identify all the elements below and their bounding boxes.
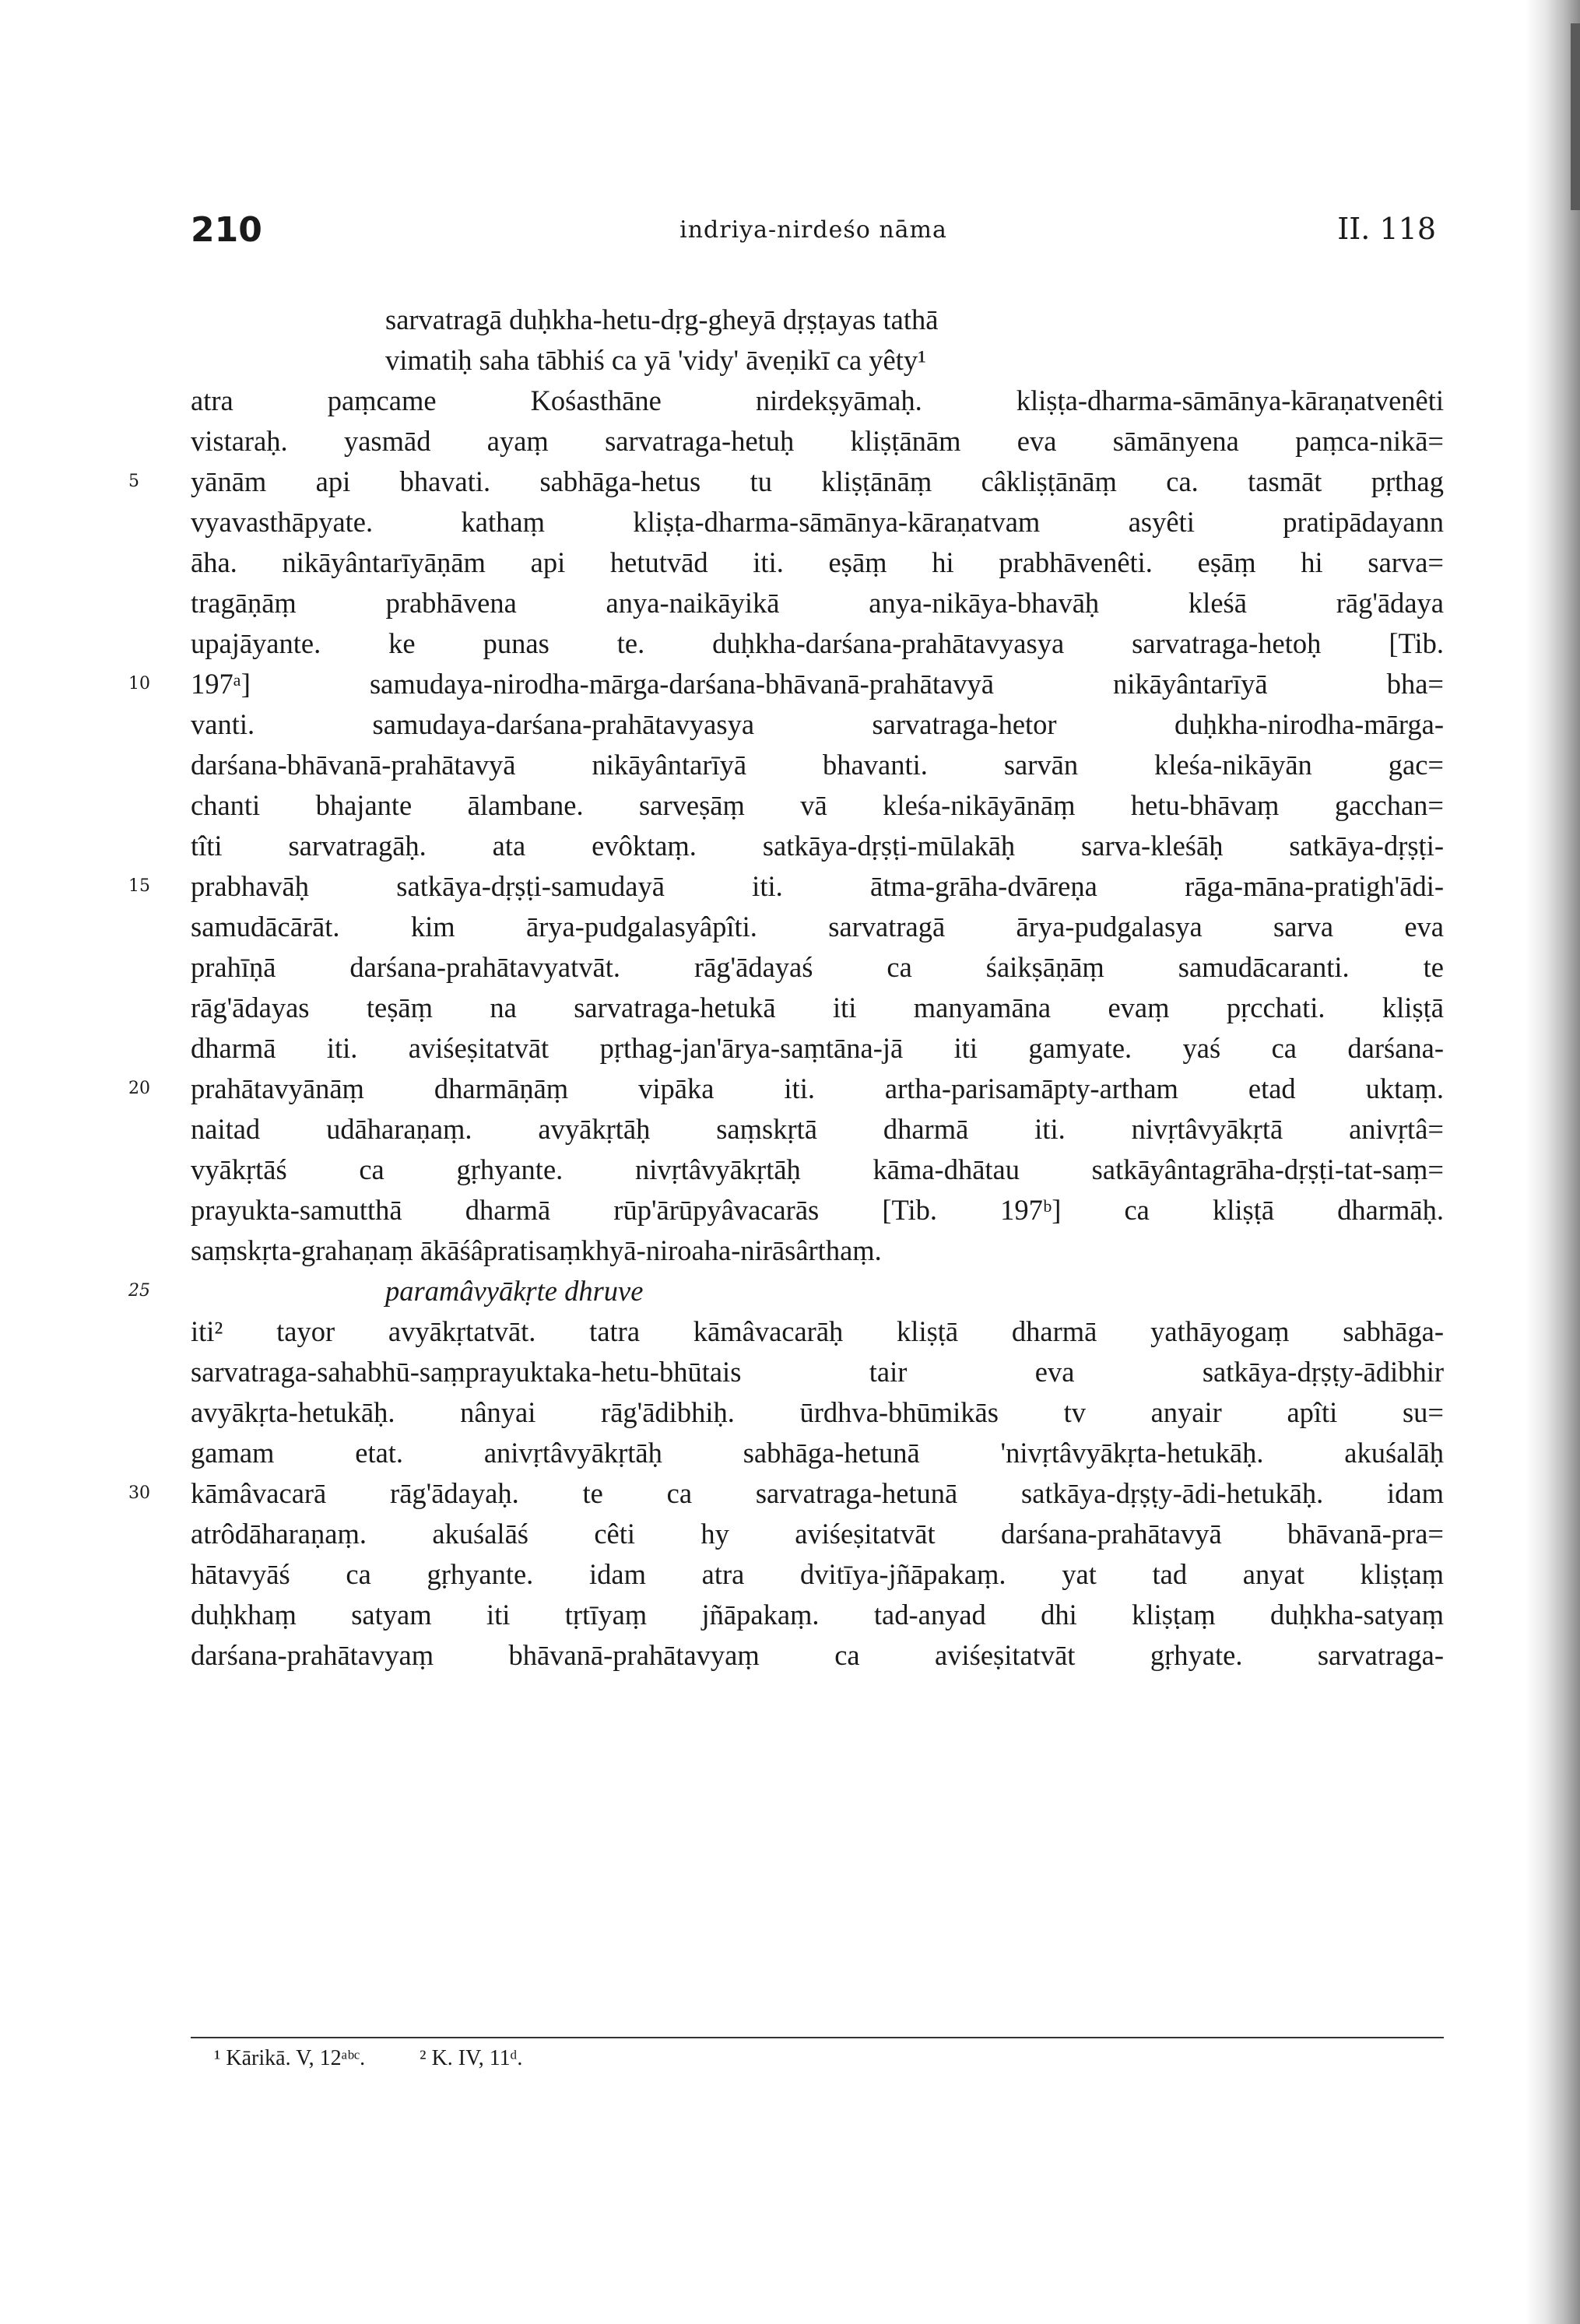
text-line — [191, 907, 1444, 947]
line-number: 25 — [128, 1281, 150, 1301]
line-text: darśana-prahātavyaṃ bhāvanā-prahātavyaṃ ca aviśeṣitatvāt gṛhyate. sarvatraga- — [191, 1639, 1444, 1671]
footnote: ¹ Kārikā. V, 12ᵃᵇᶜ. — [214, 2046, 366, 2070]
footnotes — [191, 2037, 1444, 2071]
main-text — [128, 300, 1444, 1676]
line-number: 30 — [128, 1483, 150, 1503]
line-text: vanti. samudaya-darśana-prahātavyasya sarvatraga-hetor duḥkha-nirodha-mārga- — [191, 708, 1444, 740]
text-line — [191, 988, 1444, 1028]
line-text: iti² tayor avyākṛtatvāt. tatra kāmâvacarāḥ kliṣṭā dharmā yathāyogaṃ sabhāga- — [191, 1315, 1444, 1347]
text-line — [191, 300, 1444, 340]
text-line — [191, 1554, 1444, 1595]
text-line — [191, 421, 1444, 462]
section-reference: II. 118 — [1337, 212, 1436, 246]
line-text: gamam etat. anivṛtâvyākṛtāḥ sabhāga-hetunā 'nivṛtâvyākṛta-hetukāḥ. akuśalāḥ — [191, 1437, 1444, 1469]
line-text: hātavyāś ca gṛhyante. idam atra dvitīya-jñāpakaṃ. yat tad anyat kliṣṭaṃ — [191, 1558, 1444, 1590]
line-text: atrôdāharaṇaṃ. akuśalāś cêti hy aviśeṣitatvāt darśana-prahātavyā bhāvanā-pra= — [191, 1518, 1444, 1550]
line-text: atra paṃcame Kośasthāne nirdekṣyāmaḥ. kliṣṭa-dharma-sāmānya-kāraṇatvenêti — [191, 384, 1444, 416]
line-text: sarvatraga-sahabhū-saṃprayuktaka-hetu-bhūtais tair eva satkāya-dṛṣṭy-ādibhir — [191, 1356, 1444, 1388]
text-line — [191, 542, 1444, 583]
text-line — [191, 1433, 1444, 1473]
running-title: indriya-nirdeśo nāma — [679, 216, 947, 244]
line-text: tîti sarvatragāḥ. ata evôktaṃ. satkāya-dṛṣṭi-mūlakāḥ sarva-kleśāḥ satkāya-dṛṣṭi- — [191, 830, 1444, 862]
text-line — [128, 866, 1444, 907]
line-number: 15 — [128, 876, 150, 896]
text-line — [128, 462, 1444, 502]
text-line — [191, 785, 1444, 826]
text-line — [191, 1230, 1444, 1271]
text-line — [191, 1190, 1444, 1230]
line-text: vyākṛtāś ca gṛhyante. nivṛtâvyākṛtāḥ kāma-dhātau satkāyântagrāha-dṛṣṭi-tat-saṃ= — [191, 1153, 1444, 1185]
text-line — [191, 340, 1444, 381]
text-line — [191, 1028, 1444, 1069]
text-line — [191, 704, 1444, 745]
text-line — [191, 583, 1444, 623]
text-line — [191, 1150, 1444, 1190]
text-line — [191, 1311, 1444, 1352]
text-line — [191, 1109, 1444, 1150]
line-number: 10 — [128, 674, 150, 693]
line-text: samudācārāt. kim ārya-pudgalasyâpîti. sarvatragā ārya-pudgalasya sarva eva — [191, 911, 1444, 943]
line-text: upajāyante. ke punas te. duḥkha-darśana-prahātavyasya sarvatraga-hetoḥ [Tib. — [191, 627, 1444, 659]
text-line — [191, 502, 1444, 542]
line-number: 5 — [128, 472, 139, 491]
page-header — [191, 210, 1436, 257]
text-line — [191, 947, 1444, 988]
text-line — [128, 664, 1444, 704]
line-text: vimatiḥ saha tābhiś ca yā 'vidy' āveṇikī ca yêty¹ — [385, 344, 927, 376]
line-text: naitad udāharaṇaṃ. avyākṛtāḥ saṃskṛtā dharmā iti. nivṛtâvyākṛtā anivṛtâ= — [191, 1113, 1444, 1145]
text-line — [191, 1392, 1444, 1433]
text-line — [191, 745, 1444, 785]
line-text: sarvatragā duḥkha-hetu-dṛg-gheyā dṛṣṭayas tathā — [385, 304, 939, 335]
line-text: saṃskṛta-grahaṇaṃ ākāśâpratisaṃkhyā-niroaha-nirāsârthaṃ. — [191, 1234, 882, 1266]
line-text: prahīṇā darśana-prahātavyatvāt. rāg'ādayaś ca śaikṣāṇāṃ samudācaranti. te — [191, 951, 1444, 983]
text-line — [191, 623, 1444, 664]
line-text: vyavasthāpyate. kathaṃ kliṣṭa-dharma-sāmānya-kāraṇatvam asyêti pratipādayann — [191, 506, 1444, 538]
line-text: paramâvyākṛte dhruve — [385, 1275, 644, 1307]
line-text: rāg'ādayas teṣāṃ na sarvatraga-hetukā iti manyamāna evaṃ pṛcchati. kliṣṭā — [191, 992, 1444, 1023]
text-line — [191, 1595, 1444, 1635]
line-number: 20 — [128, 1079, 150, 1098]
line-text: vistaraḥ. yasmād ayaṃ sarvatraga-hetuḥ kliṣṭānām eva sāmānyena paṃca-nikā= — [191, 425, 1444, 457]
page-number: 210 — [191, 210, 262, 250]
text-line — [128, 1271, 1444, 1311]
line-text: duḥkhaṃ satyam iti tṛtīyaṃ jñāpakaṃ. tad-anyad dhi kliṣṭaṃ duḥkha-satyaṃ — [191, 1599, 1444, 1631]
line-text: chanti bhajante ālambane. sarveṣāṃ vā kleśa-nikāyānāṃ hetu-bhāvaṃ gacchan= — [191, 789, 1444, 821]
text-line — [128, 1473, 1444, 1514]
line-text: avyākṛta-hetukāḥ. nânyai rāg'ādibhiḥ. ūrdhva-bhūmikās tv anyair apîti su= — [191, 1396, 1444, 1428]
text-line — [191, 826, 1444, 866]
page-edge-shadow — [1526, 0, 1580, 2324]
line-text: darśana-bhāvanā-prahātavyā nikāyântarīyā bhavanti. sarvān kleśa-nikāyān gac= — [191, 749, 1444, 781]
line-text: yānām api bhavati. sabhāga-hetus tu kliṣṭānāṃ câkliṣṭānāṃ ca. tasmāt pṛthag — [191, 465, 1444, 497]
footnote: ² K. IV, 11ᵈ. — [420, 2046, 523, 2070]
text-line — [191, 1635, 1444, 1676]
line-text: dharmā iti. aviśeṣitatvāt pṛthag-jan'ārya-saṃtāna-jā iti gamyate. yaś ca darśana- — [191, 1032, 1444, 1064]
text-line — [191, 1352, 1444, 1392]
line-text: tragāṇāṃ prabhāvena anya-naikāyikā anya-nikāya-bhavāḥ kleśā rāg'ādaya — [191, 587, 1444, 619]
text-line — [191, 1514, 1444, 1554]
line-text: kāmâvacarā rāg'ādayaḥ. te ca sarvatraga-hetunā satkāya-dṛṣṭy-ādi-hetukāḥ. idam — [191, 1477, 1444, 1509]
line-text: prahātavyānāṃ dharmāṇāṃ vipāka iti. artha-parisamāpty-artham etad uktaṃ. — [191, 1072, 1444, 1104]
line-text: prabhavāḥ satkāya-dṛṣṭi-samudayā iti. ātma-grāha-dvāreṇa rāga-māna-pratigh'ādi- — [191, 870, 1444, 902]
line-text: āha. nikāyântarīyāṇām api hetutvād iti. eṣāṃ hi prabhāvenêti. eṣāṃ hi sarva= — [191, 546, 1444, 578]
line-text: prayukta-samutthā dharmā rūp'ārūpyâvacarās [Tib. 197ᵇ] ca kliṣṭā dharmāḥ. — [191, 1194, 1444, 1226]
line-text: 197ᵃ] samudaya-nirodha-mārga-darśana-bhāvanā-prahātavyā nikāyântarīyā bha= — [191, 668, 1444, 700]
text-line — [128, 1069, 1444, 1109]
text-line — [191, 381, 1444, 421]
